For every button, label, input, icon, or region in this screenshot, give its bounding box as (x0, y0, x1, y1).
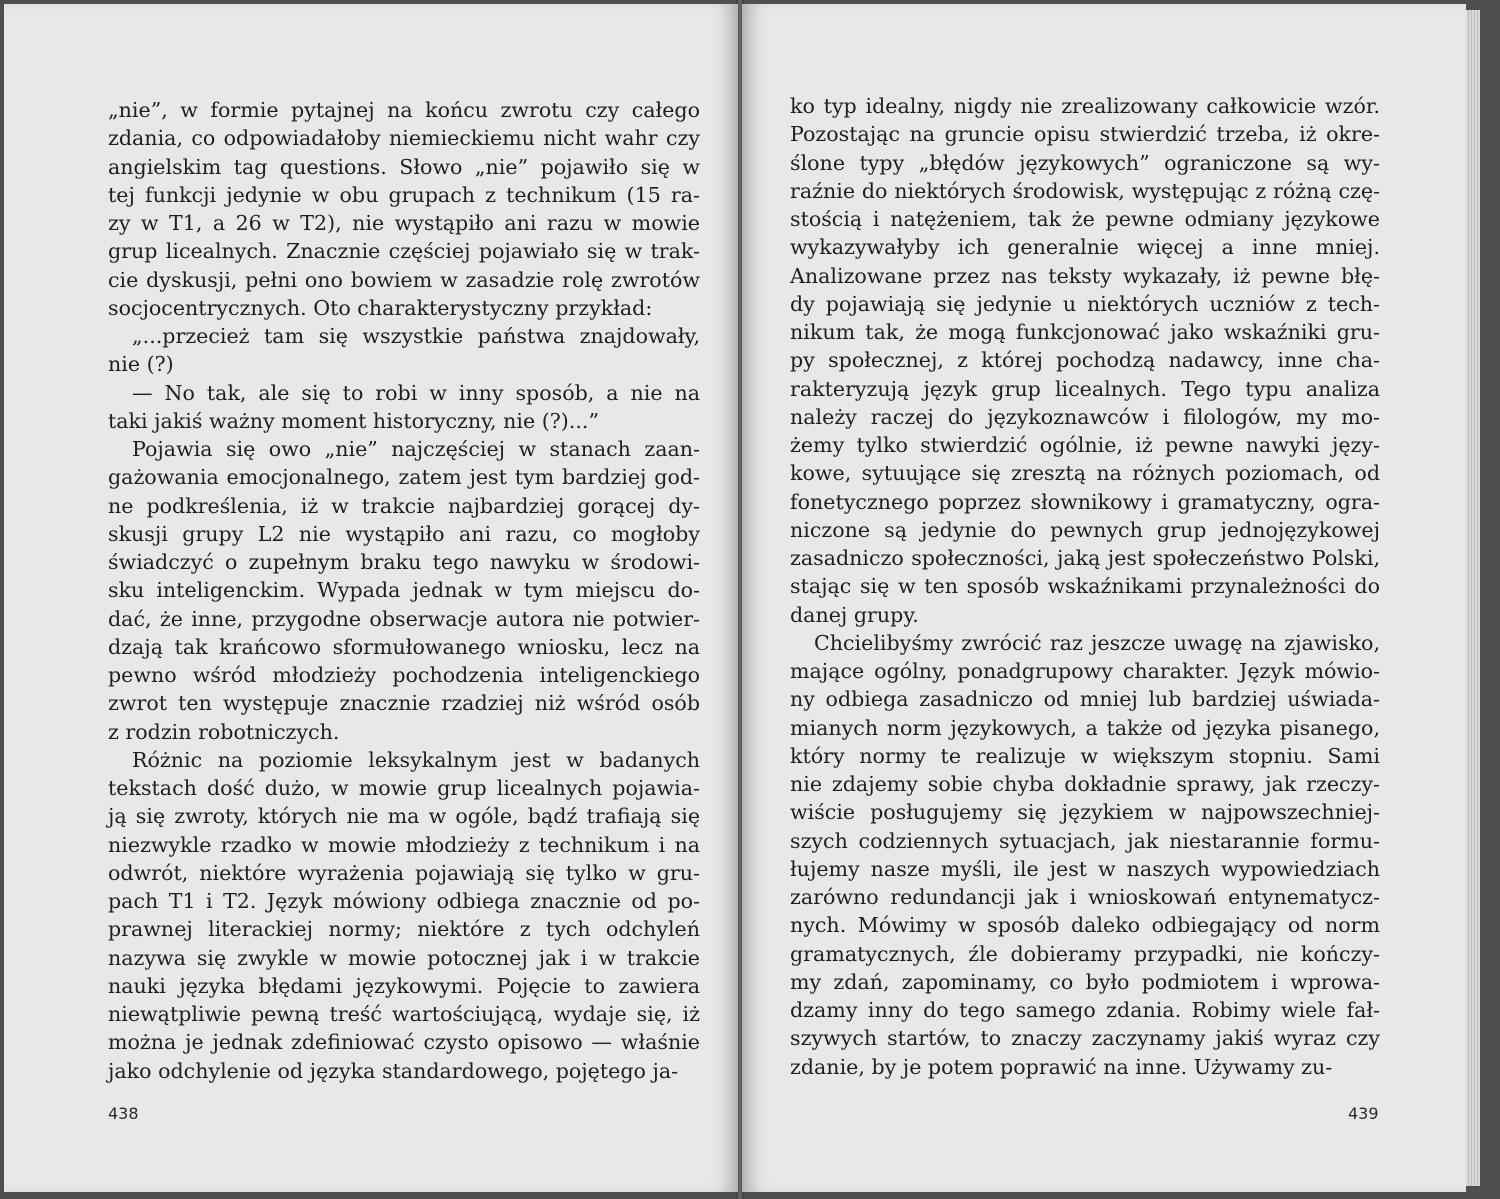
text-line: z rodzin robotniczych. (108, 719, 340, 744)
text-line: można je jednak zdefiniować czysto opisowo — właśnie (108, 1030, 700, 1055)
paragraph (108, 322, 700, 379)
text-line: zasadniczo społeczności, jaką jest społeczeństwo Polski, (790, 546, 1380, 570)
text-line: łujemy nasze myśli, ile jest w naszych wypowiedziach (790, 856, 1380, 881)
text-line: nazywa się zwykle w mowie potocznej jak i w trakcie (108, 945, 700, 970)
text-line: zdanie, by je potem poprawić na inne. Używamy zu- (790, 1054, 1333, 1079)
text-line: prawnej literackiej normy; niektóre z tych odchyleń (108, 917, 700, 942)
page-fore-edge (1466, 10, 1480, 1186)
text-line: Pozostając na gruncie opisu stwierdzić trzeba, iż okre- (790, 122, 1380, 147)
text-line: nikum tak, że mogą funkcjonować jako wskaźniki gru- (790, 320, 1380, 344)
text-line: szych codziennych sytuacjach, jak niestarannie formu- (790, 828, 1380, 853)
text-line: niczone są jedynie do pewnych grup jednojęzykowej (790, 517, 1380, 542)
left-page-text (108, 96, 700, 1085)
text-line: Pojawia się owo „nie” najczęściej w stanach zaan- (132, 437, 700, 461)
text-line: dać, że inne, przygodne obserwacje autora nie potwier- (108, 606, 700, 631)
left-page-number: 438 (108, 1104, 139, 1123)
text-line: który normy te realizuje w większym stopniu. Sami (790, 743, 1380, 768)
text-line: my zdań, zapominamy, co było podmiotem i wprowa- (790, 969, 1380, 994)
text-line: zy w T1, a 26 w T2), nie wystąpiło ani razu w mowie (108, 211, 700, 235)
paragraph (108, 746, 700, 1085)
text-line: dzają tak krańcowo sformułowanego wniosku, lecz na (108, 634, 700, 659)
text-line: żemy tylko stwierdzić ogólnie, iż pewne nawyki języ- (790, 433, 1380, 457)
text-line: socjocentrycznych. Oto charakterystyczny przykład: (108, 295, 653, 320)
text-line: cie dyskusji, pełni ono bowiem w zasadzie rolę zwrotów (108, 267, 700, 292)
text-line: raźnie do niektórych środowisk, występując z różną czę- (790, 178, 1380, 203)
text-line: ne podkreślenia, iż w trakcie najbardziej gorącej dy- (108, 493, 700, 518)
text-line: jako odchylenie od języka standardowego, pojętego ja- (108, 1058, 679, 1083)
text-line: nie zdajemy sobie chyba dokładnie sprawy, jak rzeczy- (790, 772, 1380, 796)
text-line: ją się zwroty, których nie ma w ogóle, bądź trafiają się (108, 804, 700, 829)
text-line: stością i natężeniem, tak że pewne odmiany językowe (790, 207, 1380, 231)
text-line: nych. Mówimy w sposób daleko odbiegający od norm (790, 913, 1380, 938)
text-line: py społecznej, z której pochodzą nadawcy, inne cha- (790, 348, 1380, 373)
text-line: grup licealnych. Znacznie częściej pojawiało się w trak- (108, 239, 700, 264)
paragraph (790, 92, 1380, 629)
text-line: szywych startów, to znaczy zaczynamy jakiś wyraz czy (790, 1026, 1380, 1051)
text-line: nauki języka błędami językowymi. Pojęcie to zawiera (108, 973, 700, 998)
paragraph (108, 96, 700, 322)
text-line: „nie”, w formie pytajnej na końcu zwrotu czy całego (108, 98, 700, 122)
text-line: dy pojawiają się jedynie u niektórych uczniów z tech- (790, 291, 1380, 316)
text-line: ko typ idealny, nigdy nie zrealizowany całkowicie wzór. (790, 94, 1380, 118)
paragraph (108, 435, 700, 746)
text-line: angielskim tag questions. Słowo „nie” pojawiło się w (108, 154, 700, 179)
right-page (742, 4, 1466, 1192)
text-line: Różnic na poziomie leksykalnym jest w badanych (132, 747, 700, 772)
text-line: nie (?) (108, 352, 174, 377)
text-line: „...przecież tam się wszystkie państwa znajdowały, (132, 324, 700, 348)
text-line: niezwykle rzadko w mowie młodzieży z technikum i na (108, 832, 700, 857)
text-line: pach T1 i T2. Język mówiony odbiega znacznie od po- (108, 889, 700, 913)
text-line: zwrot ten występuje znacznie rzadziej niż wśród osób (108, 691, 700, 716)
text-line: stając się w ten sposób wskaźnikami przynależności do (790, 574, 1380, 599)
text-line: mające ogólny, ponadgrupowy charakter. Język mówio- (790, 659, 1380, 683)
text-line: zarówno redundancji jak i wnioskowań entynematycz- (790, 885, 1380, 909)
text-line: gramatycznych, źle dobieramy przypadki, nie kończy- (790, 941, 1380, 966)
text-line: dzamy inny do tego samego zdania. Robimy wiele fał- (790, 998, 1380, 1022)
text-line: wykazywałyby ich generalnie więcej a inne mniej. (790, 235, 1380, 260)
text-line: — No tak, ale się to robi w inny sposób, a nie na (132, 380, 700, 405)
text-line: ny odbiega zasadniczo od mniej lub bardziej uświada- (790, 687, 1380, 712)
right-page-number: 439 (1348, 1104, 1379, 1123)
text-line: ślone typy „błędów językowych” ograniczone są wy- (790, 150, 1380, 175)
text-line: tej funkcji jedynie w obu grupach z technikum (15 ra- (108, 182, 700, 207)
paragraph (790, 629, 1380, 1081)
text-line: fonetycznego poprzez słownikowy i gramatyczny, ogra- (790, 489, 1380, 514)
text-line: kowe, sytuujące się zresztą na różnych poziomach, od (790, 461, 1380, 486)
text-line: zdania, co odpowiadałoby niemieckiemu nicht wahr czy (108, 126, 700, 151)
text-line: tekstach dość dużo, w mowie grup licealnych pojawia- (108, 776, 700, 800)
text-line: wiście posługujemy się językiem w najpowszechniej- (790, 800, 1380, 825)
right-page-text (790, 92, 1380, 1081)
text-line: taki jakiś ważny moment historyczny, nie (?)...” (108, 408, 600, 433)
left-page (4, 4, 738, 1192)
text-line: skusji grupy L2 nie wystąpiło ani razu, co mogłoby (108, 521, 700, 546)
text-line: Chcielibyśmy zwrócić raz jeszcze uwagę na zjawisko, (814, 630, 1380, 655)
text-line: sku inteligenckim. Wypada jednak w tym miejscu do- (108, 578, 700, 603)
text-line: rakteryzują język grup licealnych. Tego typu analiza (790, 376, 1380, 401)
paragraph (108, 379, 700, 436)
text-line: pewno wśród młodzieży pochodzenia inteligenckiego (108, 663, 700, 687)
text-line: świadczyć o zupełnym braku tego nawyku w środowi- (108, 550, 700, 574)
text-line: odwrót, niektóre wyrażenia pojawiają się tylko w gru- (108, 860, 700, 885)
text-line: należy raczej do językoznawców i filologów, my mo- (790, 404, 1380, 429)
text-line: danej grupy. (790, 602, 919, 627)
text-line: gażowania emocjonalnego, zatem jest tym bardziej god- (108, 465, 700, 490)
text-line: niewątpliwie pewną treść wartościującą, wydaje się, iż (108, 1002, 700, 1026)
text-line: Analizowane przez nas teksty wykazały, iż pewne błę- (790, 263, 1380, 288)
text-line: mianych norm językowych, a także od języka pisanego, (790, 715, 1380, 740)
